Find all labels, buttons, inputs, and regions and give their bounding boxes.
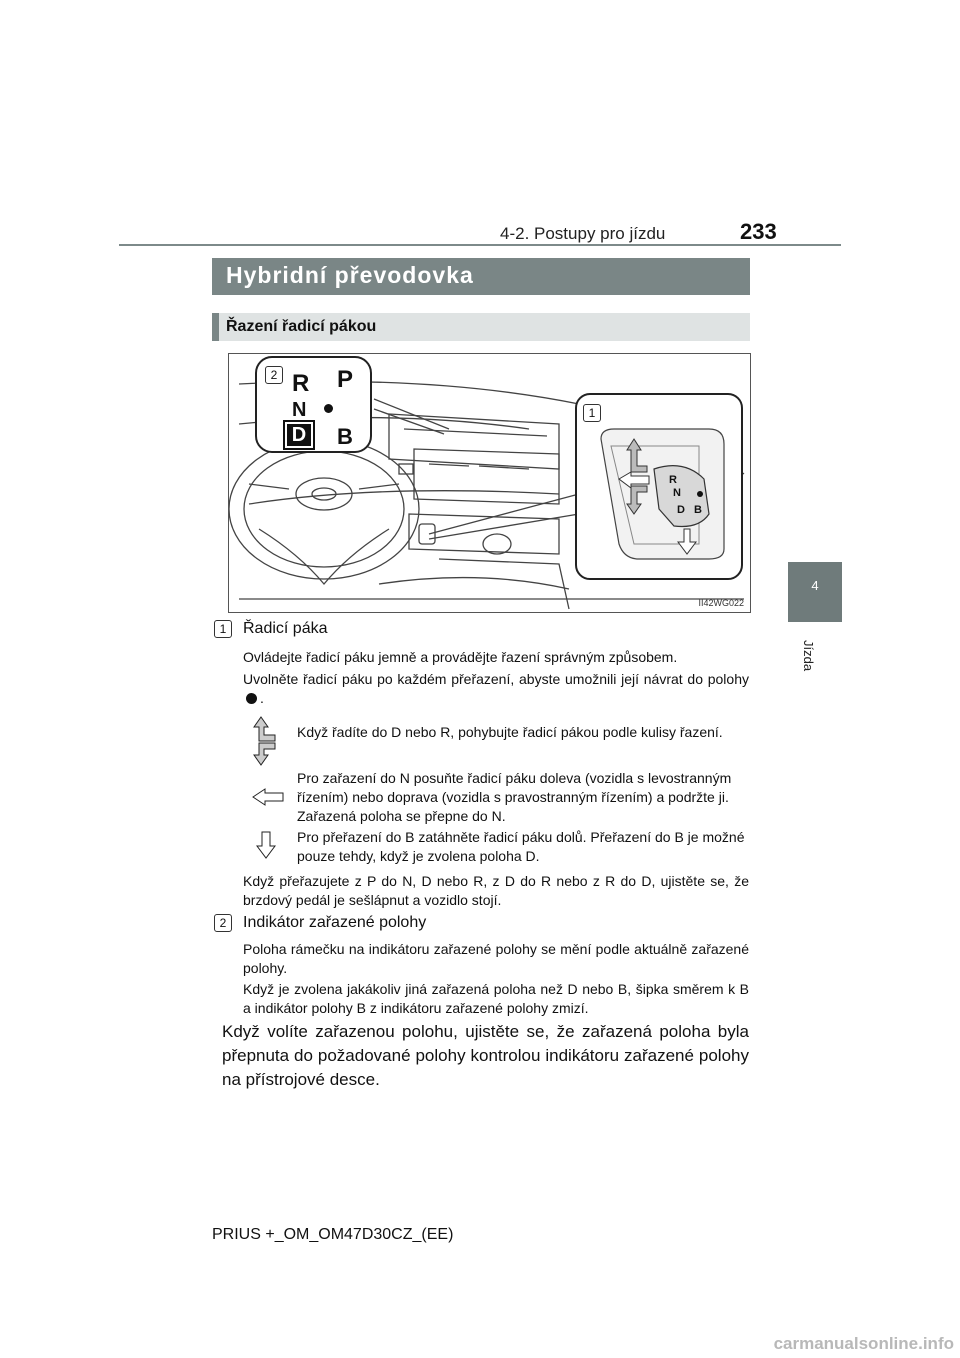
lever-letter-r: R (669, 474, 677, 486)
watermark: carmanualsonline.info (773, 1334, 954, 1353)
dashboard-illustration (228, 353, 751, 613)
lever-home-dot (697, 491, 703, 497)
item-1-para-3: Když přeřazujete z P do N, D nebo R, z D do R nebo z R do D, ujistěte se, že brzdový pedál je sešlápnut a vozidlo stojí. (243, 873, 749, 908)
figure-code: II42WG022 (698, 598, 744, 608)
table-row (243, 769, 749, 827)
subtitle-accent (212, 313, 219, 341)
document-footer: PRIUS +_OM_OM47D30CZ_(EE) (212, 1226, 454, 1243)
header-divider (119, 244, 841, 246)
lever-letter-n: N (673, 487, 681, 499)
indicator-letter-b: B (337, 424, 353, 449)
item-2-para-1: Poloha rámečku na indikátoru zařazené polohy se mění podle aktuálně zařazené polohy. (243, 941, 749, 976)
page-heading: Hybridní převodovka (226, 262, 474, 288)
item-1-para-2 (243, 670, 749, 708)
table-row-text: Když řadíte do D nebo R, pohybujte řadicí pákou podle kulisy řazení. (297, 724, 723, 740)
page-number: 233 (740, 219, 777, 244)
subtitle: Řazení řadicí pákou (226, 318, 377, 335)
lever-letter-d: D (677, 504, 685, 516)
item-1-para-1: Ovládejte řadicí páku jemně a provádějte řazení správným způsobem. (243, 649, 678, 665)
lever-letter-b: B (694, 504, 702, 516)
item-1-para-2-text: Uvolněte řadicí páku po každém přeřazení, abyste umožnili její návrat do polohy (243, 671, 749, 687)
indicator-home-dot (324, 404, 333, 413)
item-1-heading: Řadicí páka (243, 620, 328, 637)
chapter-tab[interactable]: 4 (788, 562, 842, 622)
chapter-label: Jízda (801, 640, 816, 672)
item-2-heading: Indikátor zařazené polohy (243, 914, 427, 931)
item-2-badge: 2 (214, 914, 232, 932)
indicator-letter-p: P (337, 366, 354, 393)
item-1-badge: 1 (214, 620, 232, 638)
figure-callout-2: 2 (265, 366, 283, 384)
table-row (243, 713, 749, 767)
shift-pattern-icon (251, 715, 285, 767)
conclusion-paragraph: Když volíte zařazenou polohu, ujistěte se, že zařazená poloha byla přepnuta do požadované polohy kontrolou indikátoru zařazené polohy na přístrojové desce. (222, 1022, 749, 1089)
table-row (243, 828, 749, 872)
section-title: 4-2. Postupy pro jízdu (500, 224, 666, 243)
item-2-para-2: Když je zvolena jakákoliv jiná zařazená poloha než D nebo B, šipka směrem k B a indikátor polohy B z indikátoru zařazené polohy zmizí. (243, 981, 749, 1016)
indicator-letter-n: N (292, 399, 307, 421)
item-1-para-2-end: . (260, 690, 264, 706)
figure-callout-1: 1 (583, 404, 601, 422)
indicator-letter-d: D (287, 424, 311, 446)
table-row-text: Pro přeřazení do B zatáhněte řadicí páku dolů. Přeřazení do B je možné pouze tehdy, když je zvolena poloha D. (297, 829, 745, 864)
left-arrow-icon (251, 787, 285, 807)
home-position-dot-icon (246, 693, 257, 704)
down-arrow-icon (255, 830, 277, 860)
indicator-letter-r: R (292, 370, 310, 397)
table-row-text: Pro zařazení do N posuňte řadicí páku doleva (vozidla s levostranným řízením) nebo doprava (vozidla s pravostranným řízením) a podržte ji. Zařazená poloha se přepne do N. (297, 770, 732, 824)
